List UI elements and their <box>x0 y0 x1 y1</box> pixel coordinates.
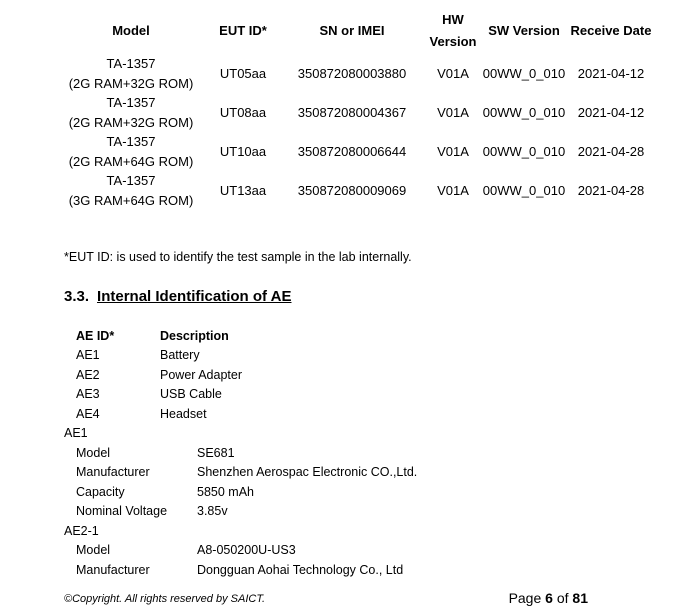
sw-cell: 00WW_0_010 <box>482 143 566 159</box>
hw-cell: V01A <box>437 143 469 159</box>
ae-header-description: Description <box>160 329 229 343</box>
page-word: Page <box>508 590 542 606</box>
eut-table-header-row <box>56 8 656 54</box>
header-eut-id: EUT ID* <box>219 23 267 38</box>
ae-field-label: Model <box>76 446 111 460</box>
model-name: TA-1357 <box>106 134 156 149</box>
model-config: (2G RAM+64G ROM) <box>68 153 194 169</box>
ae-field-label: Manufacturer <box>76 465 150 479</box>
sw-cell: 00WW_0_010 <box>482 182 566 198</box>
ae-detail-heading: AE2-1 <box>64 524 99 538</box>
date-cell: 2021-04-12 <box>577 104 645 120</box>
model-cell <box>56 54 206 93</box>
eut-id-cell: UT13aa <box>219 182 267 198</box>
ae-field-label: Manufacturer <box>76 563 150 577</box>
page-current: 6 <box>545 590 553 606</box>
ae-field-value: Dongguan Aohai Technology Co., Ltd <box>197 563 404 577</box>
footer-page-number <box>509 590 588 606</box>
ae-row-description: USB Cable <box>160 387 222 401</box>
model-name: TA-1357 <box>106 95 156 110</box>
model-cell <box>56 171 206 210</box>
sn-cell: 350872080006644 <box>297 143 407 159</box>
sw-cell: 00WW_0_010 <box>482 104 566 120</box>
ae-row-id: AE4 <box>76 407 100 421</box>
hw-cell: V01A <box>437 104 469 120</box>
section-number: 3.3. <box>64 288 90 305</box>
model-config: (2G RAM+32G ROM) <box>68 75 194 91</box>
footer-copyright: ©Copyright. All rights reserved by SAICT. <box>64 593 266 605</box>
ae-row-description: Battery <box>160 348 200 362</box>
ae-row-id: AE1 <box>76 348 100 362</box>
model-config: (2G RAM+32G ROM) <box>68 114 194 130</box>
model-name: TA-1357 <box>106 173 156 188</box>
header-receive-date: Receive Date <box>570 23 652 38</box>
page-of: of <box>556 590 569 606</box>
model-cell <box>56 132 206 171</box>
ae-row-description: Headset <box>160 407 207 421</box>
date-cell: 2021-04-28 <box>577 182 645 198</box>
ae-field-value: SE681 <box>197 446 235 460</box>
eut-id-cell: UT08aa <box>219 104 267 120</box>
header-hw-line1: HW <box>442 12 464 27</box>
ae-row-id: AE3 <box>76 387 100 401</box>
eut-id-footnote: *EUT ID: is used to identify the test sample in the lab internally. <box>64 250 412 264</box>
ae-header-id: AE ID* <box>76 329 115 343</box>
ae-field-value: Shenzhen Aerospac Electronic CO.,Ltd. <box>197 465 418 479</box>
ae-field-label: Model <box>76 543 111 557</box>
sn-cell: 350872080003880 <box>297 65 407 81</box>
date-cell: 2021-04-28 <box>577 143 645 159</box>
ae-field-value: A8-050200U-US3 <box>197 543 296 557</box>
sn-cell: 350872080009069 <box>297 182 407 198</box>
ae-row-description: Power Adapter <box>160 368 242 382</box>
ae-field-label: Nominal Voltage <box>76 504 168 518</box>
sw-cell: 00WW_0_010 <box>482 65 566 81</box>
table-row <box>56 93 656 132</box>
hw-cell: V01A <box>437 65 469 81</box>
header-hw-version <box>424 8 482 54</box>
hw-cell: V01A <box>437 182 469 198</box>
header-hw-line2: Version <box>429 34 477 49</box>
model-config: (3G RAM+64G ROM) <box>68 192 194 208</box>
sn-cell: 350872080004367 <box>297 104 407 120</box>
ae-field-value: 3.85v <box>197 504 228 518</box>
date-cell: 2021-04-12 <box>577 65 645 81</box>
table-row <box>56 171 656 210</box>
page-total: 81 <box>572 590 588 606</box>
eut-id-cell: UT05aa <box>219 65 267 81</box>
eut-id-cell: UT10aa <box>219 143 267 159</box>
ae-detail-heading: AE1 <box>64 426 88 440</box>
section-heading <box>64 288 291 305</box>
ae-field-label: Capacity <box>76 485 125 499</box>
header-sn: SN or IMEI <box>319 23 385 38</box>
header-sw-version: SW Version <box>488 23 560 38</box>
ae-field-value: 5850 mAh <box>197 485 254 499</box>
ae-row-id: AE2 <box>76 368 100 382</box>
table-row <box>56 54 656 93</box>
eut-table <box>56 8 656 210</box>
section-title: Internal Identification of AE <box>97 288 292 305</box>
header-model: Model <box>112 23 150 38</box>
model-name: TA-1357 <box>106 56 156 71</box>
table-row <box>56 132 656 171</box>
model-cell <box>56 93 206 132</box>
